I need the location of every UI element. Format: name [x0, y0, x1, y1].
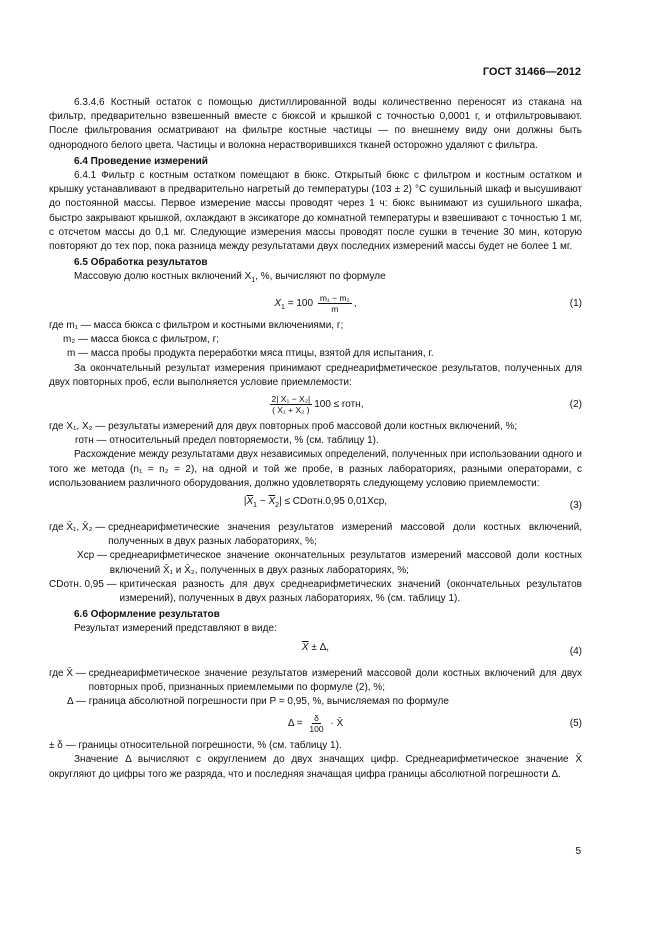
where-clause: m₂ — масса бюкса с фильтром, г;	[63, 334, 220, 346]
equation-5: Δ = $\frac{\delta}{100}$ · X̄ (5)	[287, 713, 582, 735]
document-body	[49, 96, 582, 782]
equation-number: (5)	[569, 718, 582, 730]
equation-5-fraction: $\frac{\delta}{100}$	[309, 713, 324, 735]
paragraph-6-3-4-6: 6.3.4.6 Костный остаток с помощью дистиллированной воды количественно переносят из стакана на фильтр, предварительно взвешенный вместе с бюксой и крышкой с точностью 0,0001 г, и отфильтровывают. После фильтрования осматривают на фильтре костные частицы — по внешнему виду они должны быть однородного белого цвета. Частицы и волокна нерастворившихся тканей осторожно удаляют с фильтра.	[49, 97, 582, 151]
where-clause: Xср — среднеарифметическое значение окончательных результатов измерений массовой доли костных включений X̄₁ и X̄₂, полученных в двух разных лабораториях, %;	[77, 550, 582, 576]
paragraph-6-4-1: 6.4.1 Фильтр с костным остатком помещают в бюкс. Открытый бюкс с фильтром и костным остатком и крышку устанавливают в предварительно нагретый до температуры (103 ± 2) °С сушильный шкаф и высушивают до постоянной массы. Первое измерение массы проводят через 1 ч: бюкс вынимают из сушильного шкафа, быстро закрывают крышкой, охлаждают в эксикаторе до комнатной температуры и взвешивают с точностью 1 мг, с отсчетом массы до 0,1 мг. Следующие измерения массы проводят после сушки в течение 30 мин, которую повторяют до тех пор, пока разница между результатами двух последних измерений массы будет не более 1 мг.	[49, 170, 582, 253]
equation-number: (4)	[569, 645, 582, 657]
where-clause: где X̄₁, X̄₂ — среднеарифметические значения результатов измерений массовой доли костных включений, полученных в двух разных лабораториях, %;	[49, 522, 582, 548]
where-clause: Δ — граница абсолютной погрешности при P = 0,95, %, вычисляемая по формуле	[67, 696, 449, 708]
equation-2-fraction: $\frac{\text{2| X₁ − X₂|}}{\text{( X₁ + X₂ )}}$	[271, 394, 311, 415]
equation-number: (2)	[569, 398, 582, 410]
section-6-5-heading: 6.5 Обработка результатов	[74, 257, 208, 269]
where-clause: rотн — относительный предел повторяемости, % (см. таблицу 1).	[75, 435, 379, 447]
where-clause: где X̄ — среднеарифметическое значение результатов измерений массовой доли костных включений для двух повторных проб, признанных приемлемыми по формуле (2), %;	[49, 667, 582, 693]
equation-1-fraction: $\frac{\text{m₁ − m₂}}{m}$	[319, 292, 350, 314]
equation-number: (1)	[569, 297, 582, 309]
where-clause: ± δ — границы относительной погрешности, % (см. таблицу 1).	[49, 740, 342, 752]
equation-1: $X_1 = 100$ $\frac{\text{m₁ − m₂}}{m}$ , (1)	[274, 292, 582, 314]
where-clause: CDотн. 0,95 — критическая разность для двух среднеарифметических значений (окончательных результатов измерений), полученных в двух разных лабораториях, % (см. таблицу 1).	[49, 578, 582, 605]
section-6-6-heading: 6.6 Оформление результатов	[74, 609, 220, 621]
equation-3: $|\overline{X}_1 - \overline{X}_2|$ ≤ CDотн.0,95 0,01Xср, (3)	[49, 495, 582, 517]
page-number: 5	[575, 846, 581, 857]
equation-number: (3)	[569, 499, 582, 511]
formula-intro: Массовую долю костных включений $X_1$, %, вычисляют по формуле	[74, 271, 386, 285]
paragraph-rounding: Значение Δ вычисляют с округлением до двух значащих цифр. Среднеарифметическое значение X̄ округляют до цифры того же разряда, что и последняя значащая цифра границы абсолютной погрешности Δ.	[49, 754, 582, 780]
where-clause: где m₁ — масса бюкса с фильтром и костными включениями, г;	[49, 319, 344, 331]
where-clause: где X₁, X₂ — результаты измерений для двух повторных проб массовой доли костных включений, %;	[49, 421, 518, 432]
equation-2: $\frac{\text{2| X₁ − X₂|}}{\text{( X₁ + X₂ )}}$ 100 ≤ rотн, (2)	[271, 394, 582, 415]
standard-number: ГОСТ 31466—2012	[482, 66, 581, 78]
paragraph-final-result: За окончательный результат измерения принимают среднеарифметическое результатов, полученных для двух повторных проб, если выполняется условие приемлемости:	[49, 362, 582, 388]
result-intro: Результат измерений представляют в виде:	[74, 623, 277, 635]
equation-4: $\overline{X} \pm \Delta$, (4)	[49, 641, 582, 663]
where-clause: m — масса пробы продукта переработки мяса птицы, взятой для испытания, г.	[67, 348, 434, 360]
section-6-4-heading: 6.4 Проведение измерений	[74, 155, 208, 167]
paragraph-discrepancy: Расхождение между результатами двух независимых определений, полученных при использовании одного и того же метода (n₁ = n₂ = 2), на одной и той же пробе, в разных лабораториях, разными операторами, с использованием различного оборудования, должно удовлетворять следующему условию приемлемости:	[49, 449, 582, 489]
